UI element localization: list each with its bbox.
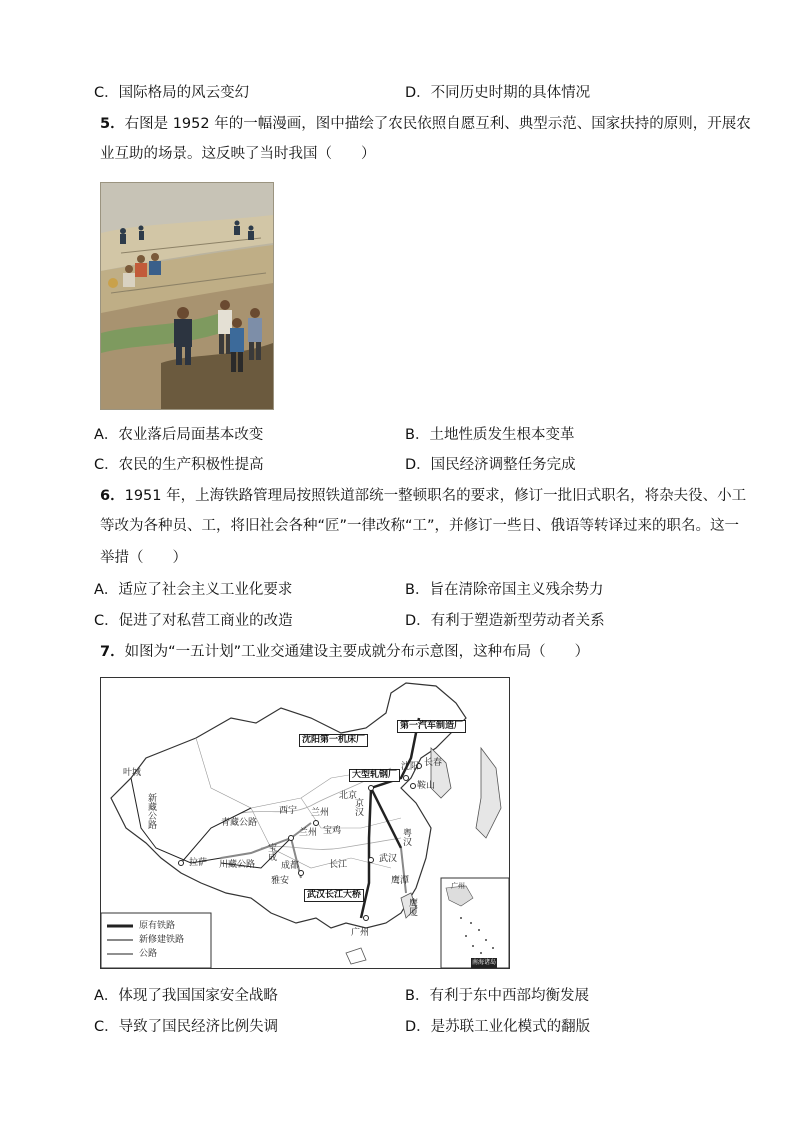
q5-option-d: D．国民经济调整任务完成: [405, 457, 576, 473]
map-city-guangzhou: 广州: [351, 928, 370, 938]
map-rail-yingxia: 鹰厦: [407, 898, 417, 916]
q4-option-d: D．不同历史时期的具体情况: [405, 85, 591, 101]
map-road-qingzang: 青藏公路: [221, 818, 258, 828]
map-rail-changjiang: 长江: [329, 860, 348, 870]
q6-option-d: D．有利于塑造新型劳动者关系: [405, 613, 605, 629]
map-city-yecheng: 叶城: [123, 768, 142, 778]
map-city-lasa: 拉萨: [189, 858, 208, 868]
q5-option-c: C．农民的生产积极性提高: [94, 457, 264, 473]
q4-option-c: C．国际格局的风云变幻: [94, 85, 250, 101]
q5-option-b: B．土地性质发生根本变革: [405, 427, 575, 443]
map-legend-old-railway: 原有铁路: [139, 921, 176, 931]
q5-option-a: A．农业落后局面基本改变: [94, 427, 264, 443]
map-city-anshan: 鞍山: [417, 781, 436, 791]
map-city-wuhan: 武汉: [379, 854, 398, 864]
map-label-steel-mill: 大型轧钢厂: [349, 769, 400, 782]
map-rail-yuehan: 粤汉: [401, 828, 411, 846]
map-city-yingtan: 鹰潭: [391, 876, 410, 886]
q7-option-b: B．有利于东中西部均衡发展: [405, 988, 589, 1004]
map-city-shenyang: 沈阳: [401, 762, 420, 772]
q6-option-a: A．适应了社会主义工业化要求: [94, 582, 293, 598]
map-road-xinzang: 新藏公路: [146, 793, 156, 829]
map-rail-baocheng: 宝成: [266, 843, 276, 861]
q6-option-b: B．旨在清除帝国主义残余势力: [405, 582, 604, 598]
map-rail-jinghan: 京汉: [353, 798, 363, 816]
map-city-lanzhou: 兰州: [299, 828, 318, 838]
q7-map-figure: [100, 677, 510, 969]
q5-stem-line1: 5．右图是 1952 年的一幅漫画，图中描绘了农民依照自愿互利、典型示范、国家扶持的原则，开展农: [100, 116, 751, 132]
map-inset-title: 南海诸岛: [472, 959, 497, 966]
q6-number: 6．: [100, 488, 125, 504]
map-city-beijing: 北京: [339, 791, 358, 801]
map-road-chuanzang: 川藏公路: [219, 860, 256, 870]
map-legend-road: 公路: [139, 949, 158, 959]
map-city-yaan: 雅安: [271, 876, 290, 886]
map-city-baoji: 宝鸡: [323, 826, 342, 836]
map-label-shenyang-machine-tool: 沈阳第一机床厂: [299, 734, 368, 747]
q6-stem-line1: 6．1951 年，上海铁路管理局按照铁道部统一整顿职名的要求，修订一批旧式职名，将杂夫役、小工: [100, 488, 747, 504]
q5-cartoon-image: [100, 182, 274, 410]
map-inset-guangzhou: 广州: [451, 882, 465, 890]
q7-option-c: C．导致了国民经济比例失调: [94, 1019, 279, 1035]
q5-stem-line2: 业互助的场景。这反映了当时我国（ ）: [100, 146, 376, 162]
map-rail-lanzhou: 兰州: [311, 808, 330, 818]
map-label-first-auto-plant: 第一汽车制造厂: [397, 720, 466, 733]
q7-option-d: D．是苏联工业化模式的翻版: [405, 1019, 591, 1035]
map-city-changchun: 长春: [424, 758, 443, 768]
q7-stem-line1: 7．如图为“一五计划”工业交通建设主要成就分布示意图，这种布局（ ）: [100, 644, 590, 660]
q7-option-a: A．体现了我国国家安全战略: [94, 988, 278, 1004]
q6-stem-line2: 等改为各种员、工，将旧社会各种“匠”一律改称“工”，并修订一些日、俄语等转译过来的职名。这一: [100, 518, 740, 534]
map-legend-new-railway: 新修建铁路: [139, 935, 185, 945]
map-city-xining: 西宁: [279, 806, 298, 816]
q6-option-c: C．促进了对私营工商业的改造: [94, 613, 293, 629]
q6-stem-line3: 举措（ ）: [100, 550, 187, 566]
map-label-wuhan-bridge: 武汉长江大桥: [304, 889, 364, 902]
map-city-chengdu: 成都: [281, 861, 300, 871]
q7-number: 7．: [100, 644, 125, 660]
q5-number: 5．: [100, 116, 125, 132]
